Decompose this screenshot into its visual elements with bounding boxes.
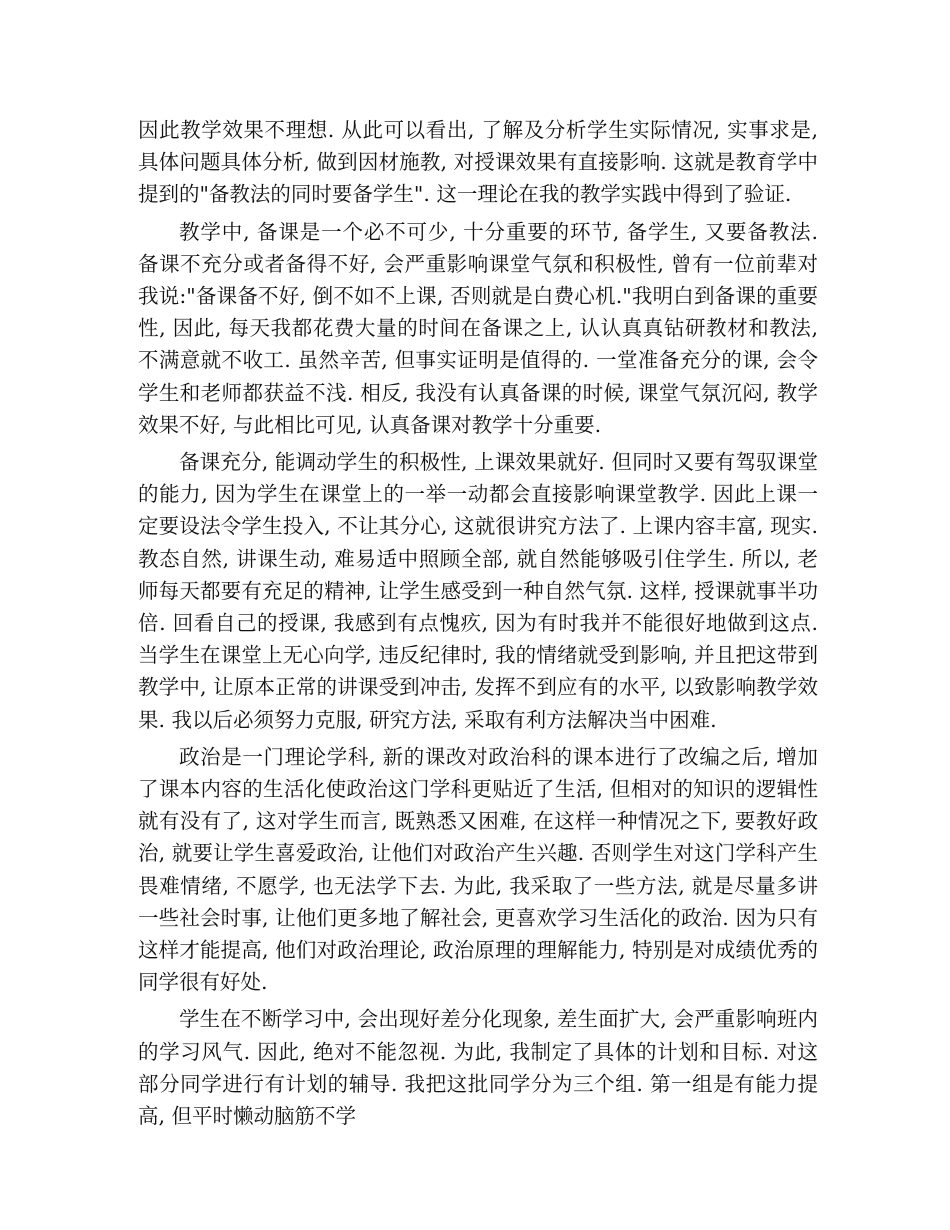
- paragraph-2: 教学中, 备课是一个必不可少, 十分重要的环节, 备学生, 又要备教法. 备课不充分或者备得不好, 会严重影响课堂气氛和积极性, 曾有一位前辈对我说:"备课备不好, 倒不如不上课, 否则就是白费心机."我明白到备课的重要性, 因此, 每天我都花费大量的时间在备课之上, 认认真真钻研教材和教法, 不满意就不收工. 虽然辛苦, 但事实证明是值得的. 一堂准备充分的课, 会令学生和老师都获益不浅. 相反, 我没有认真备课的时候, 课堂气氛沉闷, 教学效果不好, 与此相比可见, 认真备课对教学十分重要.: [138, 219, 818, 437]
- paragraph-5: 学生在不断学习中, 会出现好差分化现象, 差生面扩大, 会严重影响班内的学习风气. 因此, 绝对不能忽视. 为此, 我制定了具体的计划和目标. 对这部分同学进行有计划的辅导. 我把这批同学分为三个组. 第一组是有能力提高, 但平时懒动脑筋不学: [138, 1007, 818, 1129]
- paragraph-1: 因此教学效果不理想. 从此可以看出, 了解及分析学生实际情况, 实事求是, 具体问题具体分析, 做到因材施教, 对授课效果有直接影响. 这就是教育学中提到的"备教法的同时要备学生". 这一理论在我的教学实践中得到了验证.: [138, 118, 818, 207]
- paragraph-4: 政治是一门理论学科, 新的课改对政治科的课本进行了改编之后, 增加了课本内容的生活化使政治这门学科更贴近了生活, 但相对的知识的逻辑性就有没有了, 这对学生而言, 既熟悉又困难, 在这样一种情况之下, 要教好政治, 就要让学生喜爱政治, 让他们对政治产生兴趣. 否则学生对这门学科产生畏难情绪, 不愿学, 也无法学下去. 为此, 我采取了一些方法, 就是尽量多讲一些社会时事, 让他们更多地了解社会, 更喜欢学习生活化的政治. 因为只有这样才能提高, 他们对政治理论, 政治原理的理解能力, 特别是对成绩优秀的同学很有好处.: [138, 744, 818, 995]
- document-body: [138, 114, 818, 1137]
- paragraph-3: 备课充分, 能调动学生的积极性, 上课效果就好. 但同时又要有驾驭课堂的能力, 因为学生在课堂上的一举一动都会直接影响课堂教学. 因此上课一定要设法令学生投入, 不让其分心, 这就很讲究方法了. 上课内容丰富, 现实. 教态自然, 讲课生动, 难易适中照顾全部, 就自然能够吸引住学生. 所以, 老师每天都要有充足的精神, 让学生感受到一种自然气氛. 这样, 授课就事半功倍. 回看自己的授课, 我感到有点愧疚, 因为有时我并不能很好地做到这点. 当学生在课堂上无心向学, 违反纪律时, 我的情绪就受到影响, 并且把这带到教学中, 让原本正常的讲课受到冲击, 发挥不到应有的水平, 以致影响教学效果. 我以后必须努力克服, 研究方法, 采取有利方法解决当中困难.: [138, 450, 818, 732]
